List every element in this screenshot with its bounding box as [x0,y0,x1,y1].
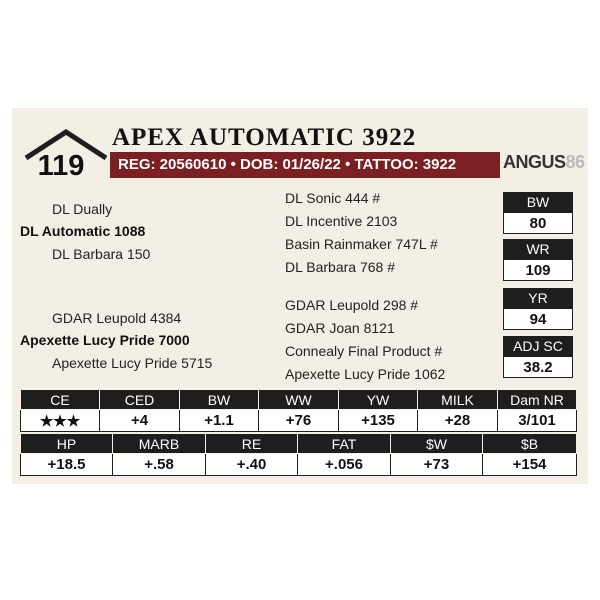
stat-value: 80 [503,212,573,234]
sire-sire-sire: DL Sonic 444 # [285,190,381,206]
stat-value: 109 [503,259,573,281]
animal-name: APEX AUTOMATIC 3922 [112,124,417,151]
epd-value: +18.5 [21,454,113,476]
epd-value: 3/101 [498,410,577,432]
epd-value: +135 [339,410,418,432]
logo-tail: 86 [565,152,585,172]
epd-header: MARB [113,434,206,454]
epd-header: WW [259,390,339,410]
dam-dam-dam: Apexette Lucy Pride 1062 [285,366,446,382]
epd-header: $B [483,434,577,454]
epd-header-row [21,390,577,410]
dam-sire-sire: GDAR Leupold 298 # [285,297,419,313]
stat-label: WR [503,239,573,259]
epd-value: +.58 [113,454,206,476]
stat-bw [503,192,573,234]
registration-banner: REG: 20560610 • DOB: 01/26/22 • TATTOO: 3922 [110,152,500,178]
epd-value: +76 [259,410,339,432]
epd-value: +154 [483,454,577,476]
sire-dam: DL Barbara 150 [52,246,151,262]
epd-header: $W [391,434,483,454]
stat-adj-sc [503,336,573,378]
epd-header-row [21,434,577,454]
epd-value: +.056 [298,454,391,476]
angus-logo [503,152,585,186]
epd-value: +1.1 [180,410,259,432]
epd-header: Dam NR [498,390,577,410]
epd-header: HP [21,434,113,454]
epd-value: +73 [391,454,483,476]
sire-sire-dam: DL Incentive 2103 [285,213,398,229]
epd-header: BW [180,390,259,410]
epd-value-row [21,410,577,432]
epd-header: RE [206,434,298,454]
epd-value: +.40 [206,454,298,476]
stat-label: ADJ SC [503,336,573,356]
lot-number: 119 [37,150,85,182]
stat-label: BW [503,192,573,212]
epd-header: FAT [298,434,391,454]
logo-text: ANGUS [503,152,566,172]
epd-header: CE [21,390,100,410]
epd-value: +4 [100,410,180,432]
stat-value: 38.2 [503,356,573,378]
epd-table-2 [20,433,577,476]
stat-wr [503,239,573,281]
sire-dam-sire: Basin Rainmaker 747L # [285,236,438,252]
epd-table-1 [20,389,577,432]
dam-sire: GDAR Leupold 4384 [52,310,182,326]
dam-dam-sire: Connealy Final Product # [285,343,443,359]
epd-header: CED [100,390,180,410]
sire-sire: DL Dually [52,201,113,217]
stat-yr [503,288,573,330]
epd-header: MILK [418,390,498,410]
stat-value: 94 [503,308,573,330]
epd-value: +28 [418,410,498,432]
epd-header: YW [339,390,418,410]
epd-value: ★★★ [21,410,100,432]
sire-dam-dam: DL Barbara 768 # [285,259,395,275]
stat-label: YR [503,288,573,308]
dam: Apexette Lucy Pride 7000 [20,332,190,348]
epd-value-row [21,454,577,476]
dam-dam: Apexette Lucy Pride 5715 [52,355,213,371]
dam-sire-dam: GDAR Joan 8121 [285,320,395,336]
sire: DL Automatic 1088 [20,223,146,239]
